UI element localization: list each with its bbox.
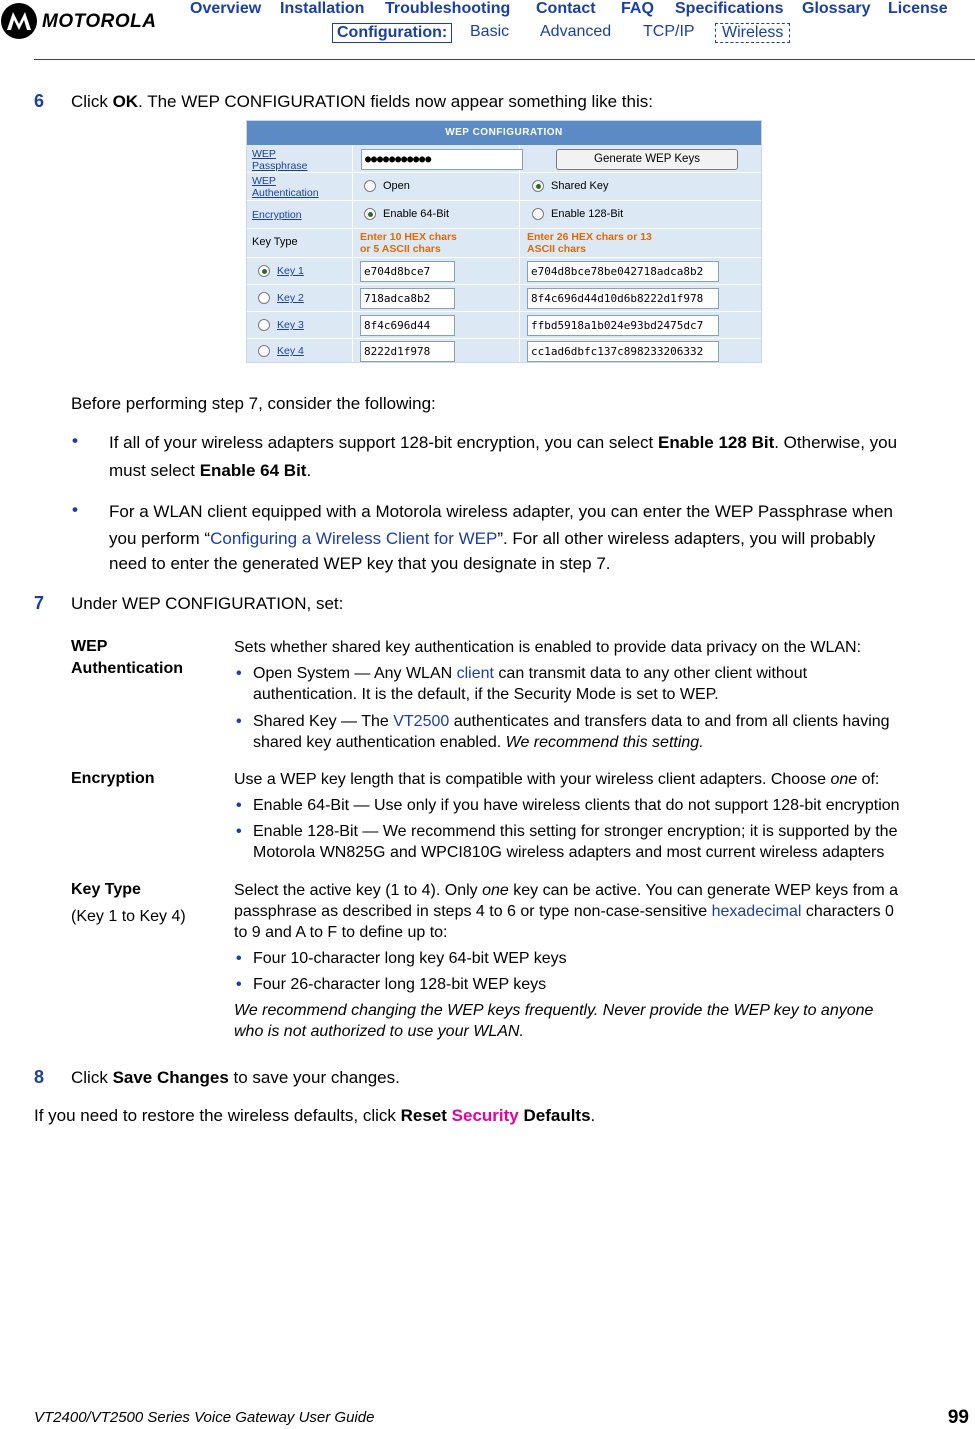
- key-1-radio[interactable]: [258, 265, 270, 277]
- bullet-1-a: If all of your wireless adapters support 128-bit encryption, you can select: [109, 433, 659, 452]
- encryption-desc-a: Use a WEP key length that is compatible with your wireless client adapters. Choose: [234, 771, 831, 788]
- nav-contact[interactable]: Contact: [536, 0, 596, 17]
- wep-auth-desc: Sets whether shared key authentication is enabled to provide data privacy on the WLAN:: [234, 639, 862, 656]
- wep-auth-b1-line2: authentication. It is the default, if the Security Mode is set to WEP.: [253, 686, 719, 703]
- step-8-save-changes: Save Changes: [112, 1068, 229, 1087]
- nav-basic[interactable]: Basic: [470, 23, 510, 40]
- wep-keytype-row: [247, 229, 761, 258]
- key-4-option[interactable]: [258, 345, 304, 357]
- nav-installation[interactable]: Installation: [280, 0, 365, 17]
- nav-tcpip[interactable]: TCP/IP: [643, 23, 695, 40]
- keytype-b2: Four 26-character long 128-bit WEP keys: [253, 976, 547, 993]
- keytype-b1-marker: •: [236, 950, 242, 967]
- hexadecimal-link[interactable]: hexadecimal: [711, 903, 802, 920]
- bullet-2-c: ”. For all other wireless adapters, you will probably: [497, 529, 876, 548]
- wep-passphrase-label-2: Passphrase: [252, 160, 308, 172]
- key-2-option[interactable]: [258, 292, 304, 304]
- hint-64-line1: Enter 10 HEX chars: [360, 231, 457, 243]
- wep-auth-b2-line2: [253, 732, 704, 753]
- encryption-b2-marker: •: [236, 823, 242, 840]
- wep-auth-term-1: WEP: [71, 638, 108, 655]
- step-8-post: to save your changes.: [228, 1068, 400, 1087]
- encryption-b1: Enable 64-Bit — Use only if you have wireless clients that do not support 128-bit encryption: [253, 797, 900, 814]
- keytype-l1b: one: [482, 882, 509, 899]
- page-number: 99: [947, 1407, 969, 1428]
- bullet-1-line1: [109, 432, 897, 454]
- auth-shared-option[interactable]: [532, 180, 608, 192]
- step-8: [34, 1066, 44, 1089]
- restore-pre: If you need to restore the wireless defaults, click: [34, 1106, 401, 1125]
- key-4-label[interactable]: Key 4: [277, 345, 304, 357]
- encryption-desc: [234, 769, 879, 790]
- key-1-option[interactable]: [258, 265, 304, 277]
- auth-open-label: Open: [383, 180, 410, 192]
- nav-faq[interactable]: FAQ: [621, 0, 654, 17]
- enc-64-option[interactable]: [364, 208, 449, 220]
- step-7: [34, 592, 44, 615]
- wep-configuration-panel: [246, 120, 762, 363]
- key-3-128-input[interactable]: ffbd5918a1b024e93bd2475dc7: [527, 315, 719, 336]
- key-3-radio[interactable]: [258, 319, 270, 331]
- wep-auth-b2-marker: •: [236, 713, 242, 730]
- key-row: [247, 285, 761, 312]
- wep-passphrase-row: [247, 145, 761, 173]
- client-link[interactable]: client: [456, 665, 494, 682]
- wep-auth-b2-line1: [253, 711, 890, 732]
- encryption-desc-c: of:: [857, 771, 880, 788]
- key-row: [247, 339, 761, 362]
- wep-encryption-row: [247, 201, 761, 229]
- wep-auth-term-2: Authentication: [71, 660, 183, 677]
- bullet-1-b: Enable 128 Bit: [658, 433, 775, 452]
- vt2500-link[interactable]: VT2500: [393, 713, 450, 730]
- wep-encryption-link[interactable]: Encryption: [252, 209, 302, 221]
- wep-auth-link[interactable]: [252, 175, 319, 199]
- step-6: [34, 90, 44, 113]
- enc-128-radio[interactable]: [532, 208, 544, 220]
- wep-passphrase-input[interactable]: ●●●●●●●●●●●: [361, 149, 523, 170]
- key-1-64-input[interactable]: e704d8bce7: [360, 261, 455, 282]
- sub-nav: [0, 23, 975, 45]
- bullet-2-marker: •: [72, 500, 78, 519]
- key-1-label[interactable]: Key 1: [277, 265, 304, 277]
- key-3-64-input[interactable]: 8f4c696d44: [360, 315, 455, 336]
- encryption-b1-marker: •: [236, 797, 242, 814]
- restore-text: [34, 1105, 595, 1127]
- bullet-1-marker: •: [72, 431, 78, 450]
- key-2-64-input[interactable]: 718adca8b2: [360, 288, 455, 309]
- restore-defaults: Defaults: [518, 1106, 591, 1125]
- keytype-note2: who is not authorized to use your WLAN.: [234, 1023, 524, 1040]
- step-6-post: . The WEP CONFIGURATION fields now appear something like this:: [138, 92, 653, 111]
- keytype-b1: Four 10-character long key 64-bit WEP keys: [253, 950, 567, 967]
- key-3-label[interactable]: Key 3: [277, 319, 304, 331]
- hint-128-line2: ASCII chars: [527, 243, 586, 255]
- key-1-128-input[interactable]: e704d8bce78be042718adca8b2: [527, 261, 719, 282]
- enc-64-radio[interactable]: [364, 208, 376, 220]
- auth-shared-label: Shared Key: [551, 180, 609, 192]
- key-4-64-input[interactable]: 8222d1f978: [360, 341, 455, 362]
- encryption-term: Encryption: [71, 770, 155, 787]
- wep-passphrase-label-1: WEP: [252, 148, 276, 160]
- bullet-1-f: .: [306, 461, 312, 480]
- step-6-text: [71, 91, 653, 113]
- bullet-1-c: . Otherwise, you: [774, 433, 898, 452]
- wep-auth-b1-line1: [253, 663, 807, 684]
- header-divider: [34, 59, 975, 60]
- bullet-1-d: must select: [109, 461, 200, 480]
- wep-panel-title: WEP CONFIGURATION: [247, 121, 761, 145]
- security-link[interactable]: Security: [451, 1106, 519, 1125]
- wep-passphrase-link[interactable]: [252, 148, 307, 172]
- logo-wordmark: MOTOROLA: [42, 11, 157, 32]
- bullet-2-b: you perform “: [109, 529, 211, 548]
- keytype-term: Key Type: [71, 881, 141, 898]
- keytype-desc-l3: to 9 and A to F to define up to:: [234, 924, 448, 941]
- auth-shared-radio[interactable]: [532, 180, 544, 192]
- step-7-text: Under WEP CONFIGURATION, set:: [71, 594, 344, 613]
- keytype-l1c: key can be active. You can generate WEP keys from a: [508, 882, 899, 899]
- nav-troubleshooting[interactable]: Troubleshooting: [385, 0, 511, 17]
- key-3-option[interactable]: [258, 319, 304, 331]
- step-6-pre: Click: [71, 92, 113, 111]
- bullet-2-line1: For a WLAN client equipped with a Motorola wireless adapter, you can enter the WEP Passphrase when: [109, 502, 893, 521]
- nav-configuration[interactable]: Configuration:: [332, 23, 452, 43]
- nav-wireless[interactable]: Wireless: [715, 23, 790, 43]
- step-8-number: 8: [34, 1067, 45, 1087]
- nav-overview[interactable]: Overview: [190, 0, 262, 17]
- step-8-text: [71, 1067, 400, 1089]
- hint-128: [527, 231, 652, 255]
- encryption-b2-line1: Enable 128-Bit — We recommend this setting for stronger encryption; it is supported by the: [253, 823, 898, 840]
- nav-advanced[interactable]: Advanced: [540, 23, 612, 40]
- key-2-radio[interactable]: [258, 292, 270, 304]
- configuring-wireless-client-link[interactable]: Configuring a Wireless Client for WEP: [210, 529, 498, 548]
- key-row: [247, 258, 761, 285]
- enc-64-label: Enable 64-Bit: [383, 208, 450, 220]
- key-row: [247, 312, 761, 339]
- wep-auth-label-1: WEP: [252, 175, 276, 187]
- hint-64: [360, 231, 457, 255]
- hint-128-line1: Enter 26 HEX chars or 13: [527, 231, 652, 243]
- keytype-label: Key Type: [252, 236, 298, 248]
- wep-auth-b1-post: can transmit data to any other client without: [493, 665, 808, 682]
- key-4-radio[interactable]: [258, 345, 270, 357]
- keytype-l2b: characters 0: [801, 903, 894, 920]
- nav-specifications[interactable]: Specifications: [675, 0, 784, 17]
- keytype-l2a: passphrase as described in steps 4 to 6 or type non-case-sensitive: [234, 903, 712, 920]
- wep-auth-b2-post: authenticates and transfers data to and from all clients having: [449, 713, 890, 730]
- main-nav: [0, 0, 975, 18]
- auth-open-radio[interactable]: [364, 180, 376, 192]
- hint-64-line2: or 5 ASCII chars: [360, 243, 441, 255]
- nav-license[interactable]: License: [888, 0, 948, 17]
- before-text: Before performing step 7, consider the following:: [71, 394, 436, 413]
- wep-auth-b2-line2a: shared key authentication enabled.: [253, 734, 506, 751]
- key-4-128-input[interactable]: cc1ad6dbfc137c898233206332: [527, 341, 719, 362]
- step-8-pre: Click: [71, 1068, 113, 1087]
- nav-glossary[interactable]: Glossary: [802, 0, 871, 17]
- enc-128-label: Enable 128-Bit: [551, 208, 624, 220]
- keytype-l1a: Select the active key (1 to 4). Only: [234, 882, 483, 899]
- bullet-2-line2: [109, 528, 875, 550]
- wep-auth-recommend: We recommend this setting.: [505, 734, 704, 751]
- wep-auth-row: [247, 173, 761, 201]
- bullet-1-line2: [109, 460, 311, 482]
- wep-auth-b2-pre: Shared Key — The: [253, 713, 394, 730]
- keytype-note1: We recommend changing the WEP keys frequently. Never provide the WEP key to anyone: [234, 1002, 874, 1019]
- wep-auth-label-2: Authentication: [252, 187, 319, 199]
- auth-open-option[interactable]: [364, 180, 410, 192]
- generate-wep-keys-button[interactable]: Generate WEP Keys: [556, 149, 738, 170]
- wep-auth-b1-marker: •: [236, 665, 242, 682]
- step-6-ok: OK: [112, 92, 139, 111]
- wep-auth-b1-pre: Open System — Any WLAN: [253, 665, 457, 682]
- key-2-128-input[interactable]: 8f4c696d44d10d6b8222d1f978: [527, 288, 719, 309]
- step-6-number: 6: [34, 91, 45, 111]
- footer-title: VT2400/VT2500 Series Voice Gateway User Guide: [34, 1409, 375, 1426]
- encryption-b2-line2: Motorola WN825G and WPCI810G wireless adapters and most current wireless adapters: [253, 844, 885, 861]
- bullet-2-line3: need to enter the generated WEP key that you designate in step 7.: [109, 554, 611, 573]
- enc-128-option[interactable]: [532, 208, 623, 220]
- keytype-b2-marker: •: [236, 976, 242, 993]
- wep-auth-term: [71, 636, 183, 680]
- keytype-desc-l1: [234, 880, 898, 901]
- step-7-number: 7: [34, 593, 45, 613]
- restore-reset: Reset: [400, 1106, 452, 1125]
- keytype-desc-l2: [234, 901, 894, 922]
- keytype-subterm: (Key 1 to Key 4): [71, 908, 186, 925]
- restore-post: .: [590, 1106, 596, 1125]
- key-2-label[interactable]: Key 2: [277, 292, 304, 304]
- encryption-desc-b: one: [830, 771, 858, 788]
- bullet-1-e: Enable 64 Bit: [199, 461, 307, 480]
